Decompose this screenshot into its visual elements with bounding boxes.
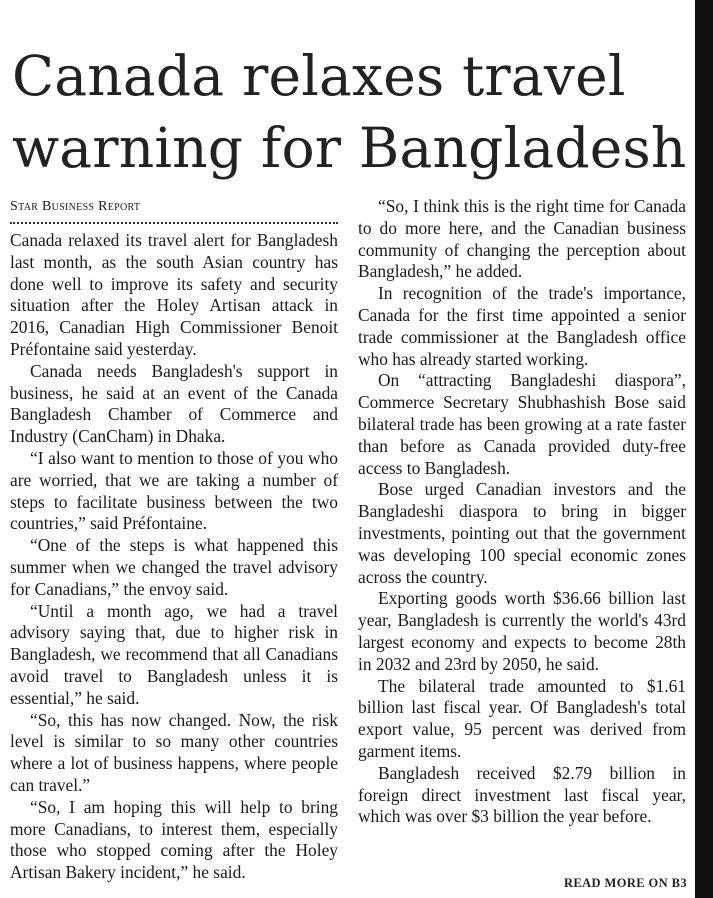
paragraph: Exporting goods worth $36.66 billion last year, Bangladesh is currently the world's 43rd largest economy and expects to become 28th in 2032 and 23rd by 2050, he said.	[358, 588, 686, 674]
paragraph: Canada relaxed its travel alert for Bangladesh last month, as the south Asian country has done well to improve its safety and security situation after the Holey Artisan attack in 2016, Canadian High Commissioner Benoit Préfontaine said yesterday.	[10, 230, 338, 359]
page-edge-bar	[695, 0, 713, 898]
headline: Canada relaxes travel warning for Bangladesh	[12, 44, 687, 180]
paragraph: “Until a month ago, we had a travel advisory saying that, due to higher risk in Bangladesh, we recommend that all Canadians avoid travel to Bangladesh unless it is essential,” he said.	[10, 600, 338, 708]
paragraph: “One of the steps is what happened this summer when we changed the travel advisory for Canadians,” the envoy said.	[10, 535, 338, 599]
paragraph: The bilateral trade amounted to $1.61 billion last fiscal year. Of Bangladesh's total export value, 95 percent was derived from garment items.	[358, 675, 686, 761]
paragraph: Canada needs Bangladesh's support in business, he said at an event of the Canada Bangladesh Chamber of Commerce and Industry (CanCham) in Dhaka.	[10, 360, 338, 447]
paragraph: Bose urged Canadian investors and the Bangladeshi diaspora to bring in bigger investments, pointing out that the government was developing 100 special economic zones across the country.	[358, 479, 686, 587]
paragraph: “So, I am hoping this will help to bring more Canadians, to interest them, especially those who stopped coming after the Holey Artisan Bakery incident,” he said.	[10, 796, 338, 883]
paragraph: “I also want to mention to those of you who are worried, that we are taking a number of steps to facilitate business between the two countries,” said Préfontaine.	[10, 447, 338, 534]
paragraph: Bangladesh received $2.79 billion in foreign direct investment last fiscal year, which was over $3 billion the year before.	[358, 762, 686, 827]
byline: Star Business Report	[10, 199, 141, 214]
article-column-right	[358, 196, 686, 828]
paragraph: “So, I think this is the right time for Canada to do more here, and the Canadian business community of changing the perception about Bangladesh,” he added.	[358, 196, 686, 282]
paragraph: “So, this has now changed. Now, the risk level is similar to so many other countries where a lot of business happens, where people can travel.”	[10, 709, 338, 795]
paragraph: In recognition of the trade's importance, Canada for the first time appointed a senior trade commissioner at the Bangladesh office who has already started working.	[358, 283, 686, 369]
paragraph: On “attracting Bangladeshi diaspora”, Commerce Secretary Shubhashish Bose said bilateral trade has been growing at a rate faster than before as Canada provided duty-free access to Bangladesh.	[358, 370, 686, 478]
article-column-left	[10, 196, 338, 884]
read-more-link[interactable]: READ MORE ON B3	[563, 876, 687, 890]
dotted-divider	[10, 222, 338, 224]
